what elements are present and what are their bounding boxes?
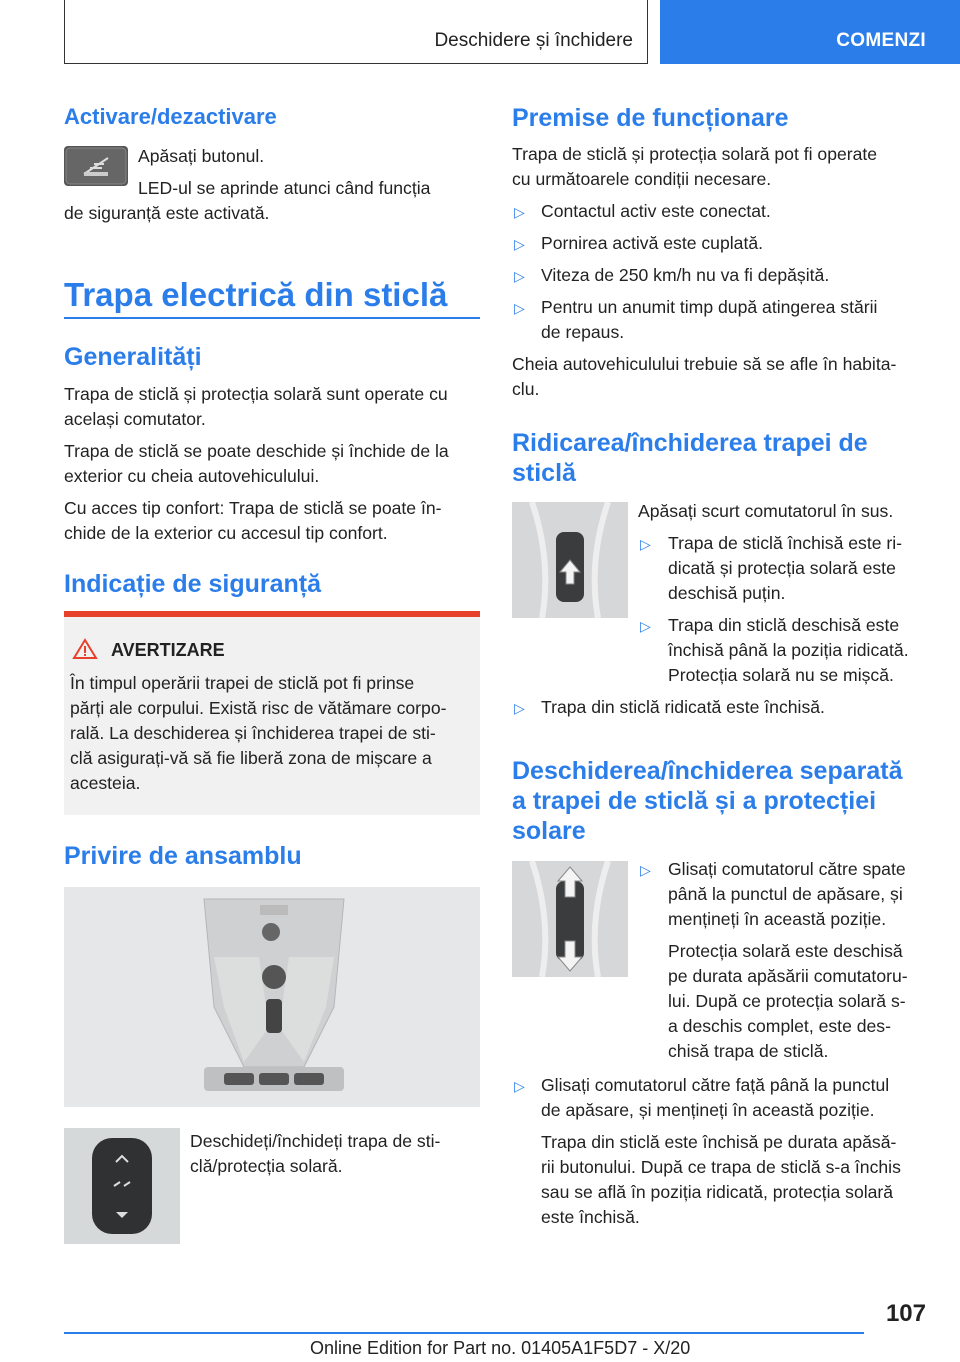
separate-heading-3: solare bbox=[512, 817, 586, 845]
slide-switch-illustration bbox=[512, 861, 628, 977]
activation-text-3: de siguranță este activată. bbox=[64, 203, 270, 223]
premise-intro-1: Trapa de sticlă și protecția solară pot fi operate bbox=[512, 144, 878, 164]
premise-intro-2: cu următoarele condiții necesare. bbox=[512, 169, 772, 189]
warning-triangle-icon bbox=[72, 638, 98, 660]
raise-b3: Trapa din sticlă ridicată este închisă. bbox=[541, 697, 825, 717]
sep-b2-l2: de apăsare, și mențineți în această poziție. bbox=[541, 1100, 875, 1120]
bullet-triangle-icon: ▷ bbox=[514, 700, 525, 716]
bullet-triangle-icon: ▷ bbox=[514, 1078, 525, 1094]
premise-heading: Premise de funcționare bbox=[512, 104, 789, 132]
sep-b2-l1: Glisați comutatorul către față până la punctul bbox=[541, 1075, 890, 1095]
sep-b1-note-1: Protecția solară este deschisă bbox=[668, 941, 903, 961]
header-title: Deschidere și închidere bbox=[434, 30, 633, 51]
header-tab[interactable] bbox=[660, 0, 960, 64]
separate-heading-2: a trapei de sticlă și a protecției bbox=[512, 787, 877, 815]
bullet-triangle-icon: ▷ bbox=[640, 536, 651, 552]
premise-bullet-4-l2: de repaus. bbox=[541, 322, 625, 342]
warning-line-1: În timpul operării trapei de sticlă pot fi prinse bbox=[70, 673, 415, 693]
footer-rule bbox=[64, 1332, 864, 1334]
sep-b1-note-2: pe durata apăsării comutatoru- bbox=[668, 966, 908, 986]
bullet-triangle-icon: ▷ bbox=[640, 862, 651, 878]
footer-edition: Online Edition for Part no. 01405A1F5D7 - X/20 bbox=[310, 1338, 691, 1358]
sep-b1-note-3: lui. După ce protecția solară s- bbox=[668, 991, 906, 1011]
sep-b2-note-1: Trapa din sticlă este închisă pe durata apăsă- bbox=[541, 1132, 897, 1152]
premise-bullet-2: Pornirea activă este cuplată. bbox=[541, 233, 764, 253]
title-rule bbox=[64, 317, 480, 319]
premise-note-2: clu. bbox=[512, 379, 540, 399]
raise-switch-illustration bbox=[512, 502, 628, 618]
warning-label: AVERTIZARE bbox=[111, 640, 225, 660]
raise-b1-l3: deschisă puțin. bbox=[668, 583, 786, 603]
page-number: 107 bbox=[885, 1300, 926, 1327]
warning-line-4: clă asigurați-vă să fie liberă zona de mișcare a bbox=[70, 748, 432, 768]
overhead-console-illustration bbox=[64, 887, 480, 1107]
bullet-triangle-icon: ▷ bbox=[514, 268, 525, 284]
safety-heading: Indicație de siguranță bbox=[64, 570, 322, 598]
general-p1-l2: același comutator. bbox=[64, 409, 206, 429]
sep-b1-l2: până la punctul de apăsare, și bbox=[668, 884, 903, 904]
raise-intro: Apăsați scurt comutatorul în sus. bbox=[638, 501, 894, 521]
raise-b1-l2: dicată și protecția solară este bbox=[668, 558, 896, 578]
raise-heading-2: sticlă bbox=[512, 459, 576, 487]
bullet-triangle-icon: ▷ bbox=[514, 204, 525, 220]
general-p1-l1: Trapa de sticlă și protecția solară sunt operate cu bbox=[64, 384, 448, 404]
general-p3-l2: chide de la exterior cu accesul tip confort. bbox=[64, 523, 388, 543]
bullet-triangle-icon: ▷ bbox=[514, 236, 525, 252]
general-p3-l1: Cu acces tip confort: Trapa de sticlă se poate în- bbox=[64, 498, 442, 518]
separate-heading-1: Deschiderea/închiderea separată bbox=[512, 757, 903, 785]
raise-b2-l1: Trapa din sticlă deschisă este bbox=[668, 615, 900, 635]
sep-b1-note-4: a deschis complet, este des- bbox=[668, 1016, 891, 1036]
slide-switch-image bbox=[512, 861, 628, 977]
raise-heading-1: Ridicarea/închiderea trapei de bbox=[512, 429, 868, 457]
warning-line-5: acesteia. bbox=[70, 773, 141, 793]
switch-caption-1: Deschideți/închideți trapa de sti- bbox=[190, 1131, 441, 1151]
general-p2-l1: Trapa de sticlă se poate deschide și închide de la bbox=[64, 441, 449, 461]
main-title: Trapa electrică din sticlă bbox=[64, 276, 448, 313]
sep-b1-note-5: chisă trapa de sticlă. bbox=[668, 1041, 829, 1061]
safety-button-image bbox=[64, 146, 128, 186]
warning-line-3: rală. La deschiderea și închiderea trapei de sti- bbox=[70, 723, 436, 743]
bullet-triangle-icon: ▷ bbox=[640, 618, 651, 634]
premise-bullet-1: Contactul activ este conectat. bbox=[541, 201, 771, 221]
raise-b1-l1: Trapa de sticlă închisă este ri- bbox=[668, 533, 903, 553]
activation-text-2: LED-ul se aprinde atunci când funcția bbox=[138, 178, 431, 198]
activation-text-1: Apăsați butonul. bbox=[138, 146, 265, 166]
premise-bullet-4-l1: Pentru un anumit timp după atingerea stării bbox=[541, 297, 878, 317]
header-tab-label: COMENZI bbox=[836, 30, 926, 51]
warning-line-2: părți ale corpului. Există risc de vătămare corpo- bbox=[70, 698, 447, 718]
sep-b2-note-4: este închisă. bbox=[541, 1207, 640, 1227]
switch-caption-2: clă/protecția solară. bbox=[190, 1156, 343, 1176]
sep-b2-note-3: sau se află în poziția ridicată, protecția solară bbox=[541, 1182, 894, 1202]
raise-switch-image bbox=[512, 502, 628, 618]
sep-b1-l3: mențineți în această poziție. bbox=[668, 909, 887, 929]
overview-heading: Privire de ansamblu bbox=[64, 842, 302, 870]
switch-illustration bbox=[64, 1128, 180, 1244]
switch-image bbox=[64, 1128, 180, 1244]
premise-bullet-3: Viteza de 250 km/h nu va fi depășită. bbox=[541, 265, 830, 285]
sep-b1-l1: Glisați comutatorul către spate bbox=[668, 859, 906, 879]
sep-b2-note-2: rii butonului. După ce trapa de sticlă s-a închis bbox=[541, 1157, 901, 1177]
raise-b2-l3: Protecția solară nu se mișcă. bbox=[668, 665, 894, 685]
bullet-triangle-icon: ▷ bbox=[514, 300, 525, 316]
safety-button-icon bbox=[64, 146, 128, 186]
general-heading: Generalități bbox=[64, 343, 202, 371]
general-p2-l2: exterior cu cheia autovehiculului. bbox=[64, 466, 320, 486]
header-frame bbox=[64, 0, 648, 64]
raise-b2-l2: închisă până la poziția ridicată. bbox=[668, 640, 909, 660]
overhead-console-image bbox=[64, 887, 480, 1107]
activation-heading: Activare/dezactivare bbox=[64, 104, 277, 129]
premise-note-1: Cheia autovehiculului trebuie să se afle în habita- bbox=[512, 354, 897, 374]
